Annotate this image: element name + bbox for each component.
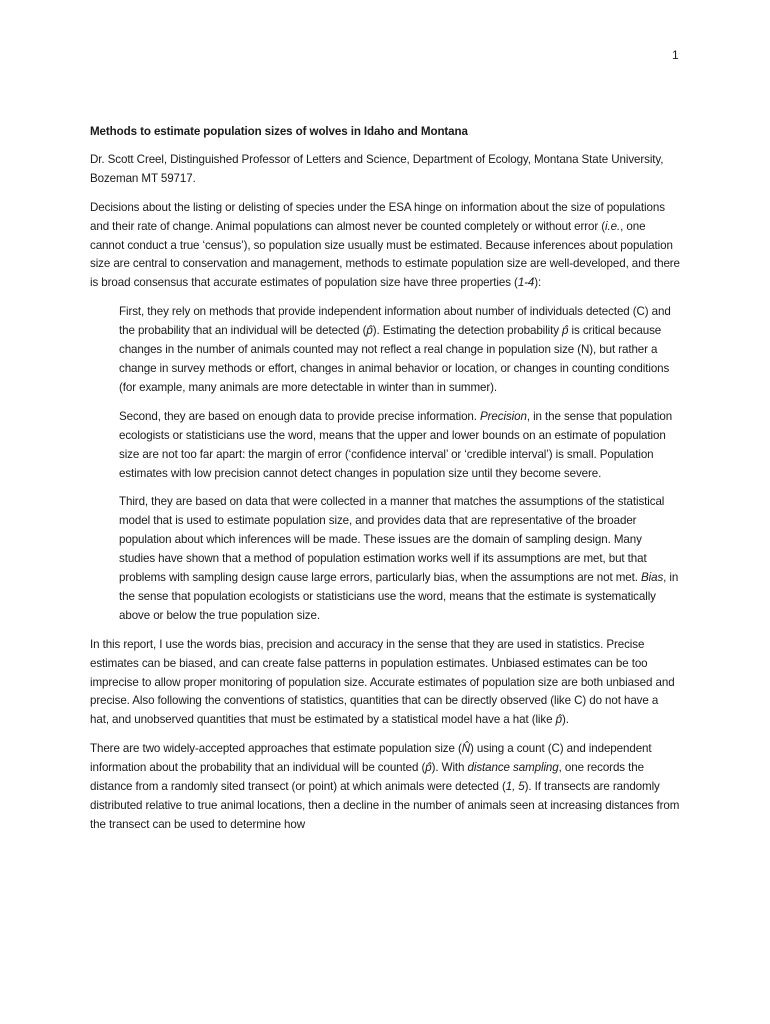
paragraph-approaches: There are two widely-accepted approaches that estimate population size (N̂) using a count (C) and independent information about the probability that an individual will be counted (p̂). With distance sampling, one records the distance from a randomly sited transect (or point) at which animals were detected (1, 5). If transects are randomly distributed relative to true animal locations, then a decline in the number of animals seen at increasing distances from the transect can be used to determine how (90, 742, 680, 831)
paragraph-terminology: In this report, I use the words bias, precision and accuracy in the sense that they are used in statistics. Precise estimates can be biased, and can create false patterns in population estimates. Unbiased estimates can be too imprecise to allow proper monitoring of population size. Accurate estimates of population size are both unbiased and precise. Also following the conventions of statistics, quantities that can be directly observed (like C) do not have a hat, and unobserved quantities that must be estimated by a statistical model have a hat (like p̂). (90, 637, 675, 727)
property-first: First, they rely on methods that provide independent information about number of individuals detected (C) and the probability that an individual will be detected (p̂). Estimating the detection probability p̂ is critical because changes in the number of animals counted may not reflect a real change in population size (N), but rather a change in survey methods or effort, changes in animal behavior or location, or changes in counting conditions (for example, many animals are more detectable in winter than in summer). (119, 305, 671, 394)
page-number: 1 (672, 48, 679, 62)
property-third: Third, they are based on data that were collected in a manner that matches the assumptions of the statistical model that is used to estimate population size, and provides data that are representative of the broader population about which inferences will be made. These issues are the domain of sampling design. Many studies have shown that a method of population estimation works well if its assumptions are met, but that problems with sampling design cause large errors, particularly bias, when the assumptions are not met. Bias, in the sense that population ecologists or statisticians use the word, means that the estimate is systematically above or below the true population size. (119, 495, 679, 622)
document-title: Methods to estimate population sizes of wolves in Idaho and Montana (90, 125, 468, 138)
paragraph-intro: Decisions about the listing or delisting of species under the ESA hinge on information about the size of populations and their rate of change. Animal populations can almost never be counted completely or without error (i.e., one cannot conduct a true ‘census’), so population size usually must be estimated. Because inferences about population size are central to conservation and management, methods to estimate population size are well-developed, and there is broad consensus that accurate estimates of population size have three properties (1-4): (90, 200, 680, 290)
author-line: Dr. Scott Creel, Distinguished Professor of Letters and Science, Department of Ecology, Montana State University, Bozeman MT 59717. (90, 152, 664, 185)
document-body (90, 123, 680, 845)
property-second: Second, they are based on enough data to provide precise information. Precision, in the sense that population ecologists or statisticians use the word, means that the upper and lower bounds on an estimate of population size are not too far apart: the margin of error (‘confidence interval’ or ‘credible interval’) is small. Population estimates with low precision cannot detect changes in population size until they become severe. (119, 409, 673, 480)
